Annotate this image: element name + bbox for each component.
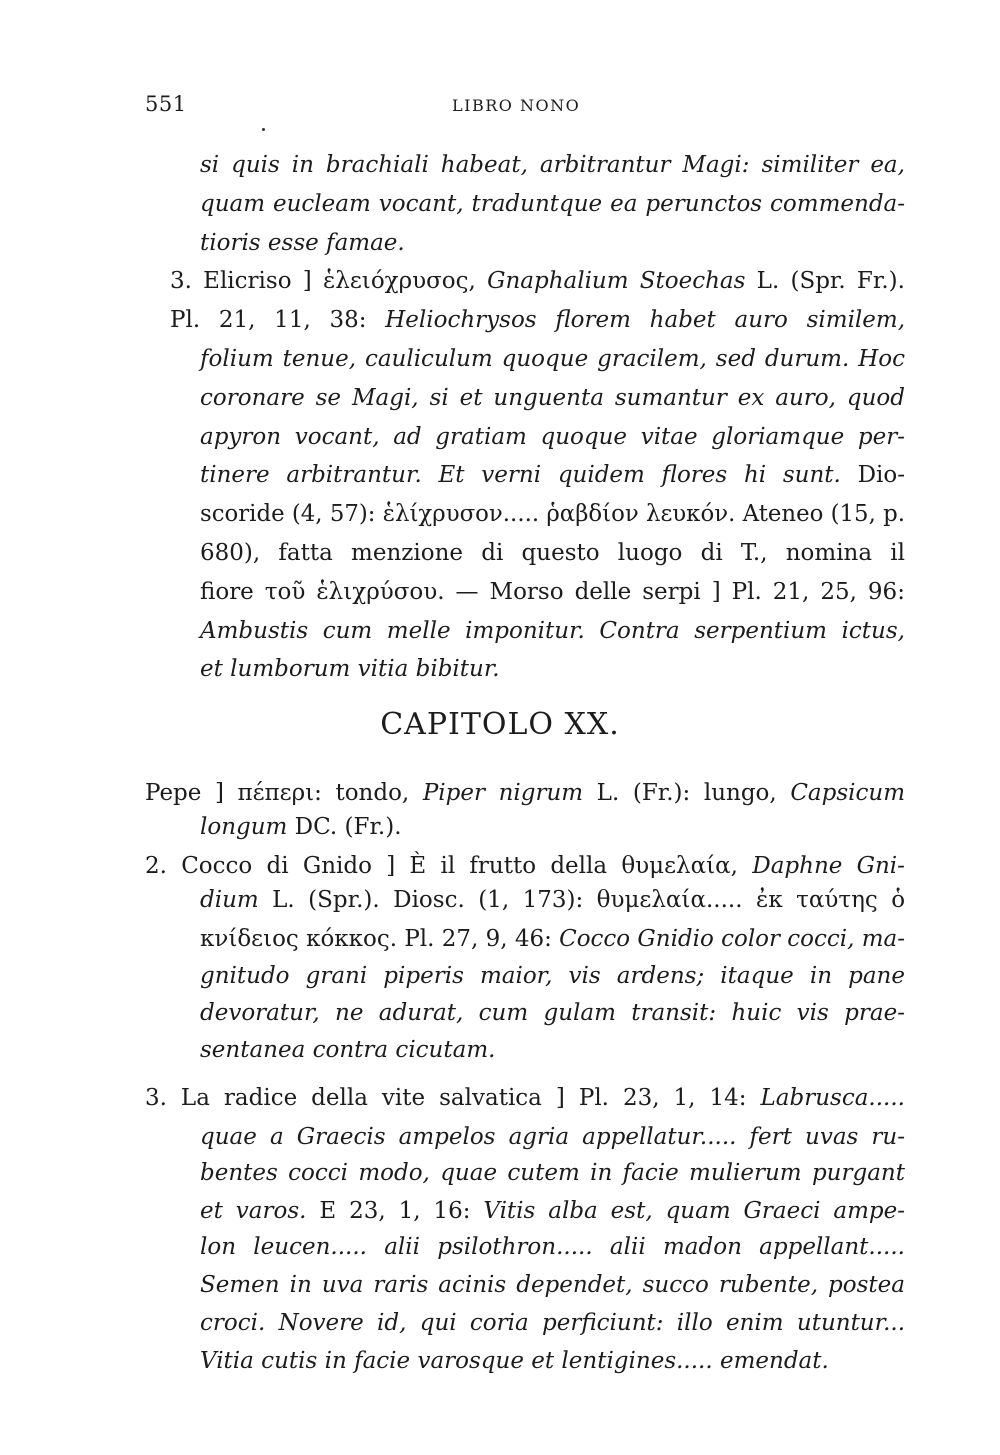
italic-span: Cocco Gnidio color cocci, ma- — [559, 926, 905, 952]
ink-dot — [262, 128, 265, 131]
italic-span: Gnaphalium Stoechas — [487, 268, 746, 295]
text-line — [200, 189, 905, 219]
text-line — [200, 1346, 829, 1376]
roman-span: L. (Spr.). Diosc. (1, 173): θυμελαία..... ἐκ ταύτης ὁ — [258, 887, 906, 913]
text-line — [200, 616, 905, 646]
roman-span: L. (Fr.): lungo, — [583, 780, 791, 806]
text-line — [200, 228, 405, 258]
italic-span: bentes cocci modo, quae cutem in facie mulierum purgant — [200, 1160, 905, 1186]
text-line — [200, 1270, 905, 1300]
italic-span: Heliochrysos florem habet auro similem, — [385, 307, 906, 334]
text-line — [200, 654, 500, 684]
text-line — [145, 778, 905, 808]
text-line — [200, 499, 905, 529]
text-line — [200, 1122, 905, 1152]
italic-span: tinere arbitrantur. Et verni quidem flores hi sunt. — [200, 462, 841, 489]
italic-span: Ambustis cum melle imponitur. Contra serpentium ictus, — [200, 617, 905, 644]
text-line — [200, 1035, 495, 1065]
running-title: LIBRO NONO — [452, 96, 581, 115]
italic-span: Labrusca..... — [760, 1085, 905, 1111]
text-line — [200, 1308, 905, 1338]
roman-span: L. (Spr. Fr.). — [745, 268, 905, 295]
text-line — [145, 1083, 905, 1113]
roman-span: scoride (4, 57): ἑλίχρυσον..... ῥαβδίον λευκόν. Ateneo (15, p. — [200, 501, 905, 528]
text-line — [200, 1232, 905, 1262]
italic-span: Semen in uva raris acinis dependet, succo rubente, postea — [200, 1272, 905, 1298]
roman-span: Pepe ] πέπερι: tondo, — [145, 780, 423, 806]
italic-span: croci. Novere id, qui coria perficiunt: illo enim utuntur... — [200, 1310, 906, 1336]
text-line — [200, 150, 905, 180]
text-line — [200, 998, 905, 1028]
text-line — [170, 266, 905, 296]
italic-span: Daphne Gni- — [752, 853, 905, 879]
text-line — [200, 383, 905, 413]
text-line — [200, 577, 905, 607]
text-line — [200, 961, 905, 991]
italic-span: apyron vocant, ad gratiam quoque vitae gloriamque per- — [200, 423, 905, 450]
italic-span: longum — [200, 814, 288, 840]
italic-span: Vitis alba est, quam Graeci ampe- — [483, 1198, 906, 1224]
text-line — [200, 344, 905, 374]
italic-span: tioris esse famae. — [200, 229, 405, 256]
italic-span: Vitia cutis in facie varosque et lentigines..... emendat. — [200, 1348, 829, 1374]
italic-span: quae a Graecis ampelos agria appellatur..... fert uvas ru- — [200, 1124, 906, 1150]
text-line — [200, 538, 905, 568]
roman-span: E 23, 1, 16: — [306, 1198, 484, 1224]
text-line — [200, 812, 402, 842]
text-line — [145, 851, 905, 881]
roman-span: 2. Cocco di Gnido ] È il frutto della θυμελαία, — [145, 853, 753, 879]
roman-span: DC. (Fr.). — [287, 814, 402, 840]
text-line — [170, 305, 905, 335]
italic-span: et lumborum vitia bibitur. — [200, 656, 500, 683]
italic-span: et varos. — [200, 1198, 307, 1224]
italic-span: dium — [200, 887, 259, 913]
text-line — [200, 422, 905, 452]
italic-span: Capsicum — [790, 780, 906, 806]
italic-span: si quis in brachiali habeat, arbitrantur Magi: similiter ea, — [200, 152, 905, 178]
roman-span: κνίδειος κόκκος. Pl. 27, 9, 46: — [200, 926, 560, 952]
text-line — [200, 885, 905, 915]
text-line — [200, 1196, 905, 1226]
page-number: 551 — [145, 92, 187, 116]
italic-span: Piper nigrum — [422, 780, 584, 806]
roman-span: Dio- — [840, 462, 906, 489]
italic-span: coronare se Magi, si et unguenta sumantur ex auro, quod — [200, 384, 905, 411]
chapter-heading: CAPITOLO XX. — [380, 707, 620, 742]
roman-span: 3. La radice della vite salvatica ] Pl. 23, 1, 14: — [145, 1085, 761, 1111]
text-line — [200, 1158, 905, 1188]
italic-span: gnitudo grani piperis maior, vis ardens; itaque in pane — [200, 963, 905, 989]
italic-span: folium tenue, cauliculum quoque gracilem, sed durum. Hoc — [200, 346, 906, 372]
roman-span: Pl. 21, 11, 38: — [170, 307, 386, 334]
roman-span: fiore τοῦ ἑλιχρύσου. — Morso delle serpi ] Pl. 21, 25, 96: — [200, 578, 905, 605]
italic-span: sentanea contra cicutam. — [200, 1037, 496, 1063]
text-line — [200, 924, 905, 954]
roman-span: 680), fatta menzione di questo luogo di T., nomina il — [200, 540, 906, 566]
italic-span: devoratur, ne adurat, cum gulam transit: huic vis prae- — [200, 1000, 905, 1026]
italic-span: lon leucen..... alii psilothron..... alii madon appellant..... — [200, 1234, 905, 1260]
roman-span: 3. Elicriso ] ἑλειόχρυσος, — [170, 268, 488, 295]
text-line — [200, 460, 905, 490]
italic-span: quam eucleam vocant, traduntque ea perunctos commenda- — [200, 190, 906, 217]
